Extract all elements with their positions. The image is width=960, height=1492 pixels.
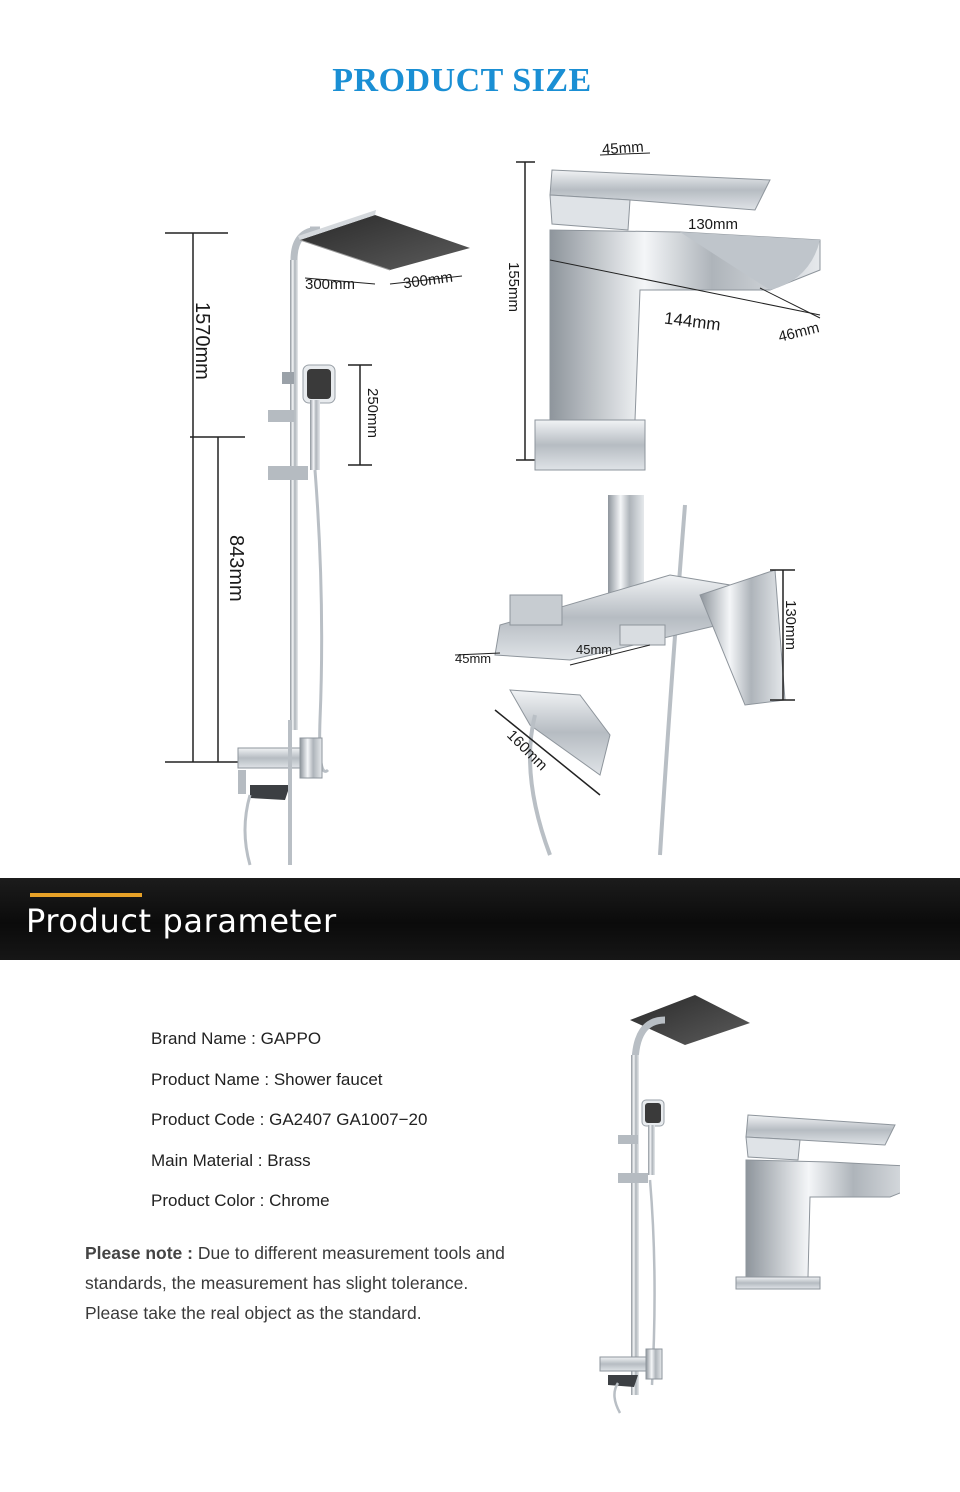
param-product-code: Product Code : GA2407 GA1007−20: [151, 1110, 428, 1129]
dim-basin-spout-length: 144mm: [663, 308, 722, 335]
param-material: Main Material : Brass: [151, 1150, 311, 1170]
dim-head-depth: 300mm: [402, 268, 454, 293]
param-product-name: Product Name : Shower faucet: [151, 1069, 383, 1089]
dim-total-height: 1570mm: [191, 302, 213, 380]
basin-faucet-photo: [730, 1105, 900, 1290]
dim-tub-spout-length: 160mm: [503, 726, 551, 775]
dim-head-width: 300mm: [305, 276, 356, 293]
bath-mixer-illustration: [440, 495, 820, 865]
dim-hand-shower: 250mm: [364, 388, 381, 439]
section-title: PRODUCT SIZE: [332, 62, 592, 99]
dim-basin-height: 155mm: [505, 262, 522, 313]
shower-column-illustration: [150, 200, 480, 870]
dim-basin-handle-width: 45mm: [601, 138, 645, 159]
note-label: Please note :: [85, 1243, 198, 1263]
param-brand: Brand Name : GAPPO: [151, 1029, 322, 1048]
dim-basin-handle-length: 130mm: [688, 216, 739, 233]
dim-valve-width: 45mm: [455, 651, 492, 666]
measurement-note: Please note : Due to different measurement tools and standards, the measurement has slight tolerance. Please take the real object as the standard.: [85, 1243, 505, 1323]
dim-basin-spout-width: 46mm: [776, 319, 822, 346]
dim-mid-height: 843mm: [225, 535, 247, 602]
banner-title: Product parameter: [26, 902, 337, 940]
banner-accent-bar: [30, 893, 142, 897]
param-color: Product Color : Chrome: [151, 1191, 330, 1210]
parameter-list: [151, 1028, 427, 1231]
dim-valve-handle-height: 130mm: [782, 600, 799, 651]
dim-valve-depth: 45mm: [576, 642, 613, 657]
